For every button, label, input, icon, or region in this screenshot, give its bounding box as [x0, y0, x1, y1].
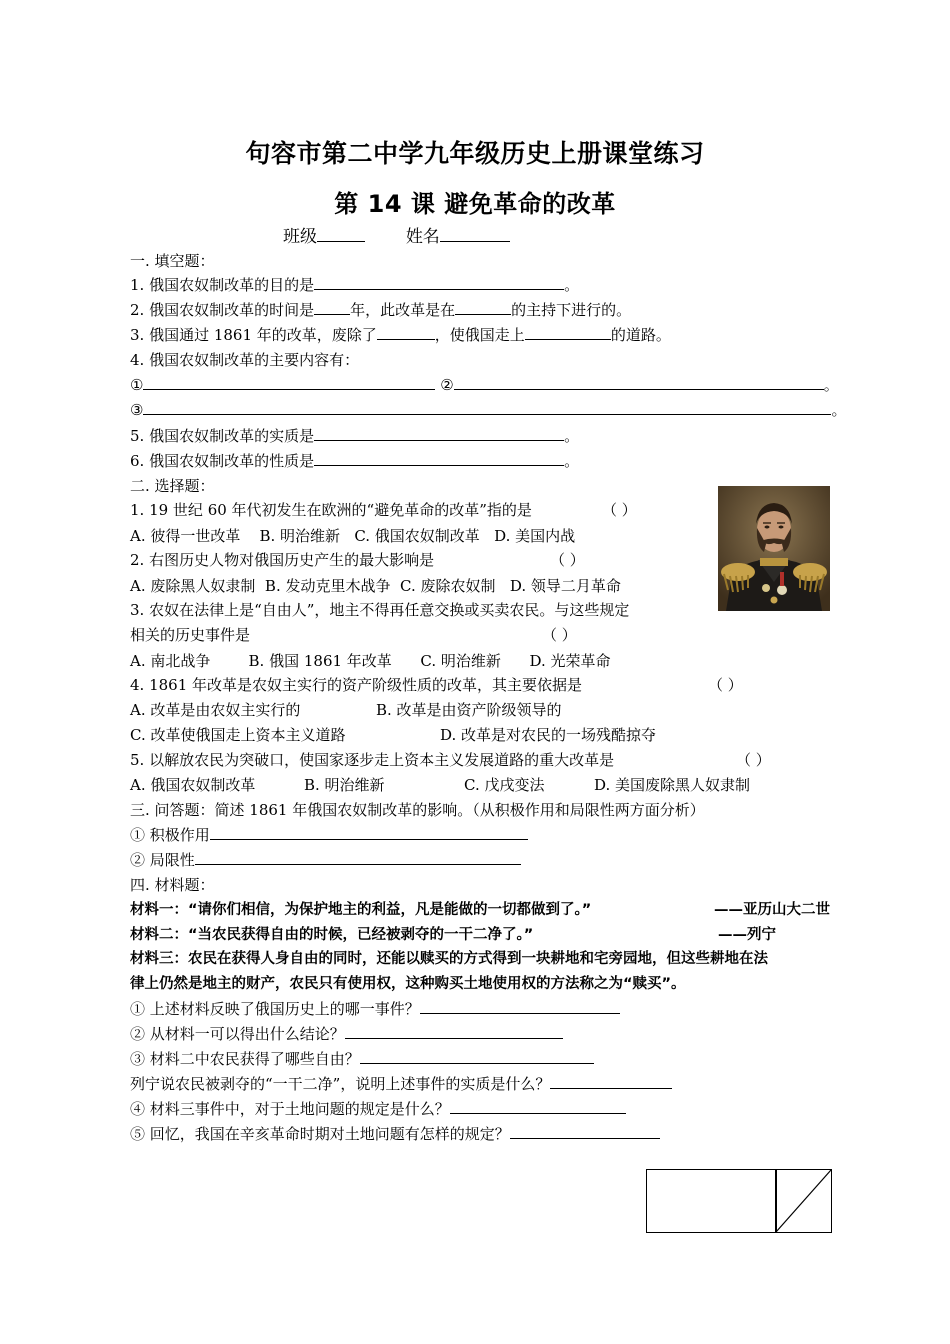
choice-q1-options: [130, 526, 575, 546]
choice-q4-option-c[interactable]: C. 改革使俄国走上资本主义道路: [130, 726, 346, 744]
material-q4-text: ④ 材料三事件中，对于土地问题的规定是什么？: [130, 1100, 450, 1118]
fill-q4-marker-2: ②: [440, 376, 454, 394]
material-q1-blank[interactable]: [420, 999, 620, 1014]
fill-q2-text-c: 的主持下进行的。: [511, 301, 632, 319]
fill-q3-text-c: 的道路。: [610, 326, 671, 344]
essay-a2: [130, 850, 521, 870]
material-1: 材料一：“请你们相信，为保护地主的利益，凡是能做的一切都做到了。”: [130, 902, 592, 918]
essay-a2-label: ② 局限性: [130, 851, 195, 869]
section3-heading: 三. 问答题：简述 1861 年俄国农奴制改革的影响。（从积极作用和局限性两方面分析）: [130, 801, 705, 819]
choice-q4-paren[interactable]: （ ）: [708, 676, 743, 694]
material-3-line2: 律上仍然是地主的财产，农民只有使用权，这种购买土地使用权的方法称之为“赎买”。: [130, 976, 686, 992]
material-2: 材料二：“当农民获得自由的时候，已经被剥夺的一干二净了。”: [130, 927, 534, 943]
fill-q2-text-a: 2. 俄国农奴制改革的时间是: [130, 301, 315, 319]
name-label: 姓名: [405, 227, 440, 247]
material-q2: [130, 1024, 563, 1044]
fill-q2-blank-1[interactable]: [314, 300, 350, 315]
choice-q5-paren[interactable]: （ ）: [736, 751, 771, 769]
fill-q1-text: 1. 俄国农奴制改革的目的是: [130, 276, 315, 294]
material-2-source: ——列宁: [718, 927, 776, 943]
choice-q2-paren[interactable]: （ ）: [550, 551, 585, 569]
fill-q6-end: 。: [564, 452, 580, 470]
class-name-row: [283, 227, 510, 247]
fill-q3-blank-1[interactable]: [377, 325, 435, 340]
choice-q4-option-d[interactable]: D. 改革是对农民的一场残酷掠夺: [440, 726, 657, 744]
material-q2-blank[interactable]: [345, 1024, 563, 1039]
choice-q4: 4. 1861 年改革是农奴主实行的资产阶级性质的改革，其主要依据是: [130, 676, 583, 694]
choice-q2-options: [130, 576, 621, 596]
material-q1-text: ① 上述材料反映了俄国历史上的哪一事件？: [130, 1000, 420, 1018]
choice-q5-option-b[interactable]: B. 明治维新: [304, 776, 385, 794]
choice-q1: [130, 500, 532, 520]
fill-q1: [130, 275, 579, 295]
choice-q3-paren[interactable]: （ ）: [542, 626, 577, 644]
choice-q2-option-d[interactable]: D. 领导二月革命: [509, 577, 621, 595]
portrait-illustration: [718, 486, 830, 611]
section2-heading: 二. 选择题：: [130, 477, 215, 495]
fill-q4-row2: [130, 400, 846, 420]
essay-a2-blank[interactable]: [195, 850, 521, 865]
fill-q1-end: 。: [564, 276, 580, 294]
fill-q4: 4. 俄国农奴制改革的主要内容有：: [130, 351, 360, 369]
fill-q5-text: 5. 俄国农奴制改革的实质是: [130, 427, 315, 445]
material-q4-blank[interactable]: [450, 1099, 626, 1114]
fill-q4-marker-1: ①: [130, 376, 144, 394]
fill-q3-text-a: 3. 俄国通过 1861 年的改革，废除了: [130, 326, 377, 344]
material-q4: [130, 1099, 626, 1119]
material-3-line1: 材料三：农民在获得人身自由的同时，还能以赎买的方式得到一块耕地和宅旁园地，但这些耕地在法: [130, 951, 768, 967]
fill-q5-end: 。: [564, 427, 580, 445]
choice-q5: 5. 以解放农民为突破口，使国家逐步走上资本主义发展道路的重大改革是: [130, 751, 615, 769]
choice-q2-option-c[interactable]: C. 废除农奴制: [400, 577, 496, 595]
material-q3-text: ③ 材料二中农民获得了哪些自由？: [130, 1050, 360, 1068]
material-q3: [130, 1049, 594, 1069]
choice-q3-option-c[interactable]: C. 明治维新: [420, 652, 501, 670]
choice-q1-paren[interactable]: （ ）: [602, 501, 637, 519]
essay-a1-label: ① 积极作用: [130, 826, 210, 844]
section4-heading: 四. 材料题：: [130, 876, 215, 894]
choice-q3-option-a[interactable]: A. 南北战争: [130, 652, 211, 670]
choice-q3-option-b[interactable]: B. 俄国 1861 年改革: [248, 652, 392, 670]
fill-q4-blank-1[interactable]: [143, 375, 435, 390]
name-blank[interactable]: [440, 227, 510, 242]
page-title: 句容市第二中学九年级历史上册课堂练习: [245, 139, 705, 168]
fill-q2-blank-2[interactable]: [455, 300, 511, 315]
fill-q2: [130, 300, 631, 320]
choice-q5-option-d[interactable]: D. 美国废除黑人奴隶制: [594, 776, 751, 794]
fill-q5-blank[interactable]: [314, 426, 564, 441]
choice-q5-option-c[interactable]: C. 戊戌变法: [464, 776, 545, 794]
choice-q2-option-a[interactable]: A. 废除黑人奴隶制: [130, 577, 256, 595]
material-q3-blank[interactable]: [360, 1049, 594, 1064]
choice-q3-option-d[interactable]: D. 光荣革命: [529, 652, 611, 670]
fill-q6: [130, 451, 579, 471]
choice-q1-option-d[interactable]: D. 美国内战: [494, 527, 576, 545]
section1-heading: 一. 填空题：: [130, 252, 215, 270]
material-q5-blank[interactable]: [510, 1124, 660, 1139]
material-q5-text: ⑤ 回忆，我国在辛亥革命时期对土地问题有怎样的规定？: [130, 1125, 510, 1143]
choice-q2: 2. 右图历史人物对俄国历史产生的最大影响是: [130, 551, 435, 569]
choice-q1-option-a[interactable]: A. 彼得一世改革: [130, 527, 241, 545]
fill-q6-blank[interactable]: [314, 451, 564, 466]
choice-q2-option-b[interactable]: B. 发动克里木战争: [264, 577, 391, 595]
fill-q3-text-b: ，使俄国走上: [434, 326, 525, 344]
choice-q1-text: 1. 19 世纪 60 年代初发生在欧洲的“避免革命的改革”指的是: [130, 501, 532, 519]
essay-a1: [130, 825, 528, 845]
fill-q4-blank-2[interactable]: [454, 375, 824, 390]
fill-q1-blank[interactable]: [314, 275, 564, 290]
essay-a1-blank[interactable]: [210, 825, 528, 840]
fill-q6-text: 6. 俄国农奴制改革的性质是: [130, 452, 315, 470]
material-q2-text: ② 从材料一可以得出什么结论？: [130, 1025, 345, 1043]
historical-figure-portrait: [718, 486, 830, 611]
class-label: 班级: [283, 227, 317, 247]
score-box: [646, 1169, 832, 1233]
class-blank[interactable]: [317, 227, 365, 242]
fill-q3-blank-2[interactable]: [525, 325, 611, 340]
choice-q1-option-c[interactable]: C. 俄国农奴制改革: [354, 527, 480, 545]
choice-q3: 3. 农奴在法律上是“自由人”，地主不得再任意交换或买卖农民。与这些规定: [130, 601, 630, 619]
choice-q3-line2: 相关的历史事件是: [130, 626, 251, 644]
fill-q5: [130, 426, 579, 446]
fill-q4-end-2: 。: [831, 401, 847, 419]
choice-q3-options: [130, 651, 611, 671]
lesson-title: 第 14 课 避免革命的改革: [334, 190, 616, 218]
fill-q4-end-1: 。: [823, 376, 839, 394]
material-q1: [130, 999, 620, 1019]
fill-q4-row1: [130, 375, 839, 395]
choice-q4-option-a[interactable]: A. 改革是由农奴主实行的: [130, 701, 301, 719]
fill-q4-blank-3[interactable]: [143, 400, 831, 415]
material-1-source: ——亚历山大二世: [714, 902, 830, 918]
material-q3b-text: 列宁说农民被剥夺的“一干二净”，说明上述事件的实质是什么？: [130, 1075, 551, 1093]
material-q5: [130, 1124, 660, 1144]
choice-q4-option-b[interactable]: B. 改革是由资产阶级领导的: [376, 701, 562, 719]
fill-q2-text-b: 年，此改革是在: [350, 301, 456, 319]
choice-q1-option-b[interactable]: B. 明治维新: [259, 527, 341, 545]
fill-q3: [130, 325, 671, 345]
score-box-diagonal: [776, 1170, 831, 1232]
material-q3b: [130, 1074, 672, 1094]
fill-q4-marker-3: ③: [130, 401, 144, 419]
choice-q5-option-a[interactable]: A. 俄国农奴制改革: [130, 776, 256, 794]
material-q3b-blank[interactable]: [550, 1074, 672, 1089]
